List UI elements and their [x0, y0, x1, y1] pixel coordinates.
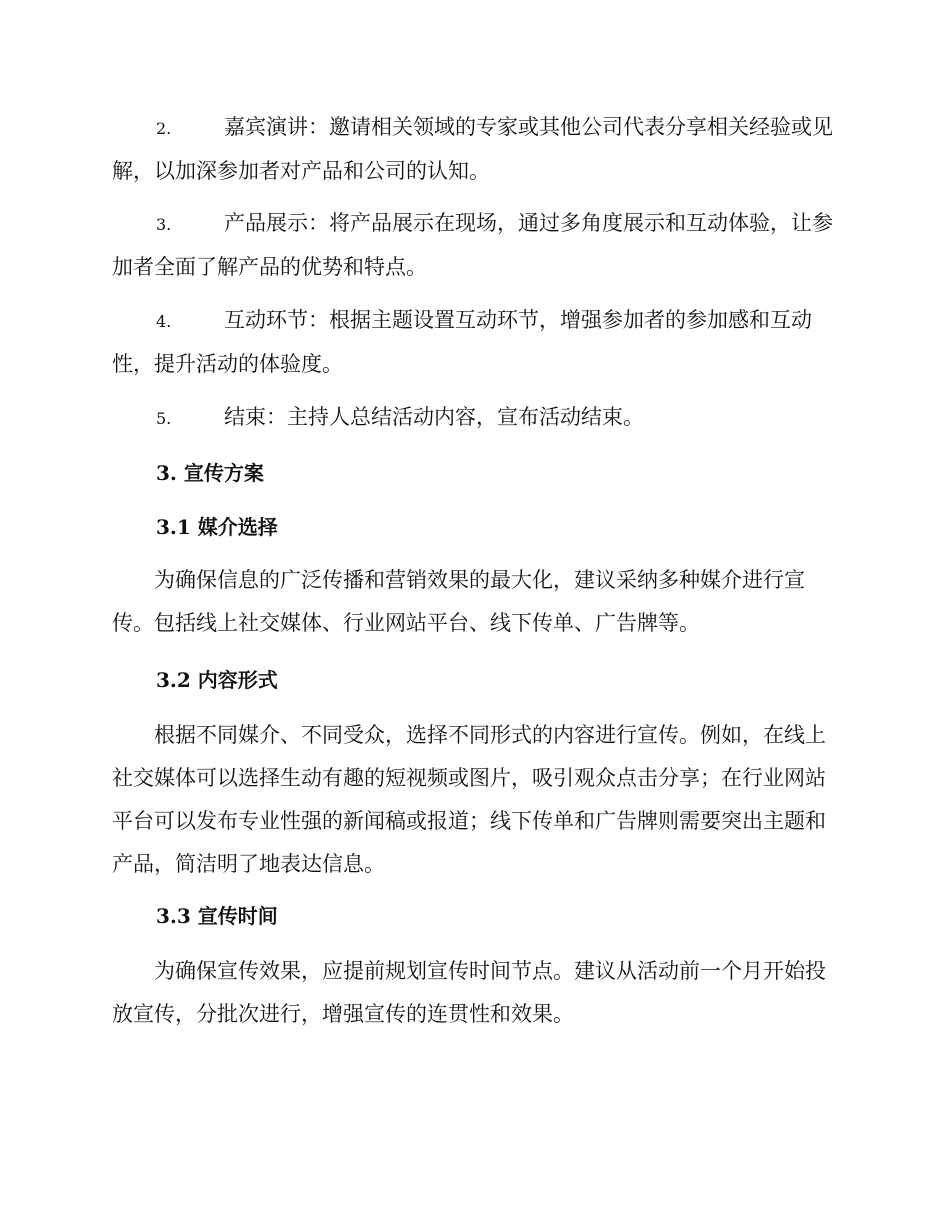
list-item: [112, 396, 834, 440]
list-item: [112, 299, 834, 386]
paragraph: 为确保宣传效果，应提前规划宣传时间节点。建议从活动前一个月开始投放宣传，分批次进行，增强宣传的连贯性和效果。: [112, 959, 826, 1026]
list-item-text: 产品展示：将产品展示在现场，通过多角度展示和互动体验，让参加者全面了解产品的优势和特点。: [112, 211, 833, 279]
list-item-text: 嘉宾演讲：邀请相关领域的专家或其他公司代表分享相关经验或见解，以加深参加者对产品和公司的认知。: [112, 115, 833, 183]
list-number: 4.: [156, 312, 172, 331]
list-number: 3.: [156, 215, 172, 234]
paragraph: 为确保信息的广泛传播和营销效果的最大化，建议采纳多种媒介进行宣传。包括线上社交媒体、行业网站平台、线下传单、广告牌等。: [112, 568, 805, 635]
paragraph: 根据不同媒介、不同受众，选择不同形式的内容进行宣传。例如，在线上社交媒体可以选择生动有趣的短视频或图片，吸引观众点击分享；在行业网站平台可以发布专业性强的新闻稿或报道；线下传单和广告牌则需要突出主题和产品，简洁明了地表达信息。: [112, 723, 826, 876]
list-number: 2.: [156, 119, 172, 138]
list-item: [112, 106, 834, 193]
list-number: 5.: [156, 409, 172, 428]
list-item: [112, 202, 834, 289]
subsection-heading: 3.2 内容形式: [156, 668, 278, 692]
list-item-text: 结束：主持人总结活动内容，宣布活动结束。: [224, 405, 644, 429]
subsection-heading: 3.3 宣传时间: [156, 904, 278, 928]
section-heading: 3. 宣传方案: [156, 461, 264, 485]
list-item-text: 互动环节：根据主题设置互动环节，增强参加者的参加感和互动性，提升活动的体验度。: [112, 308, 812, 376]
subsection-heading: 3.1 媒介选择: [156, 515, 278, 539]
